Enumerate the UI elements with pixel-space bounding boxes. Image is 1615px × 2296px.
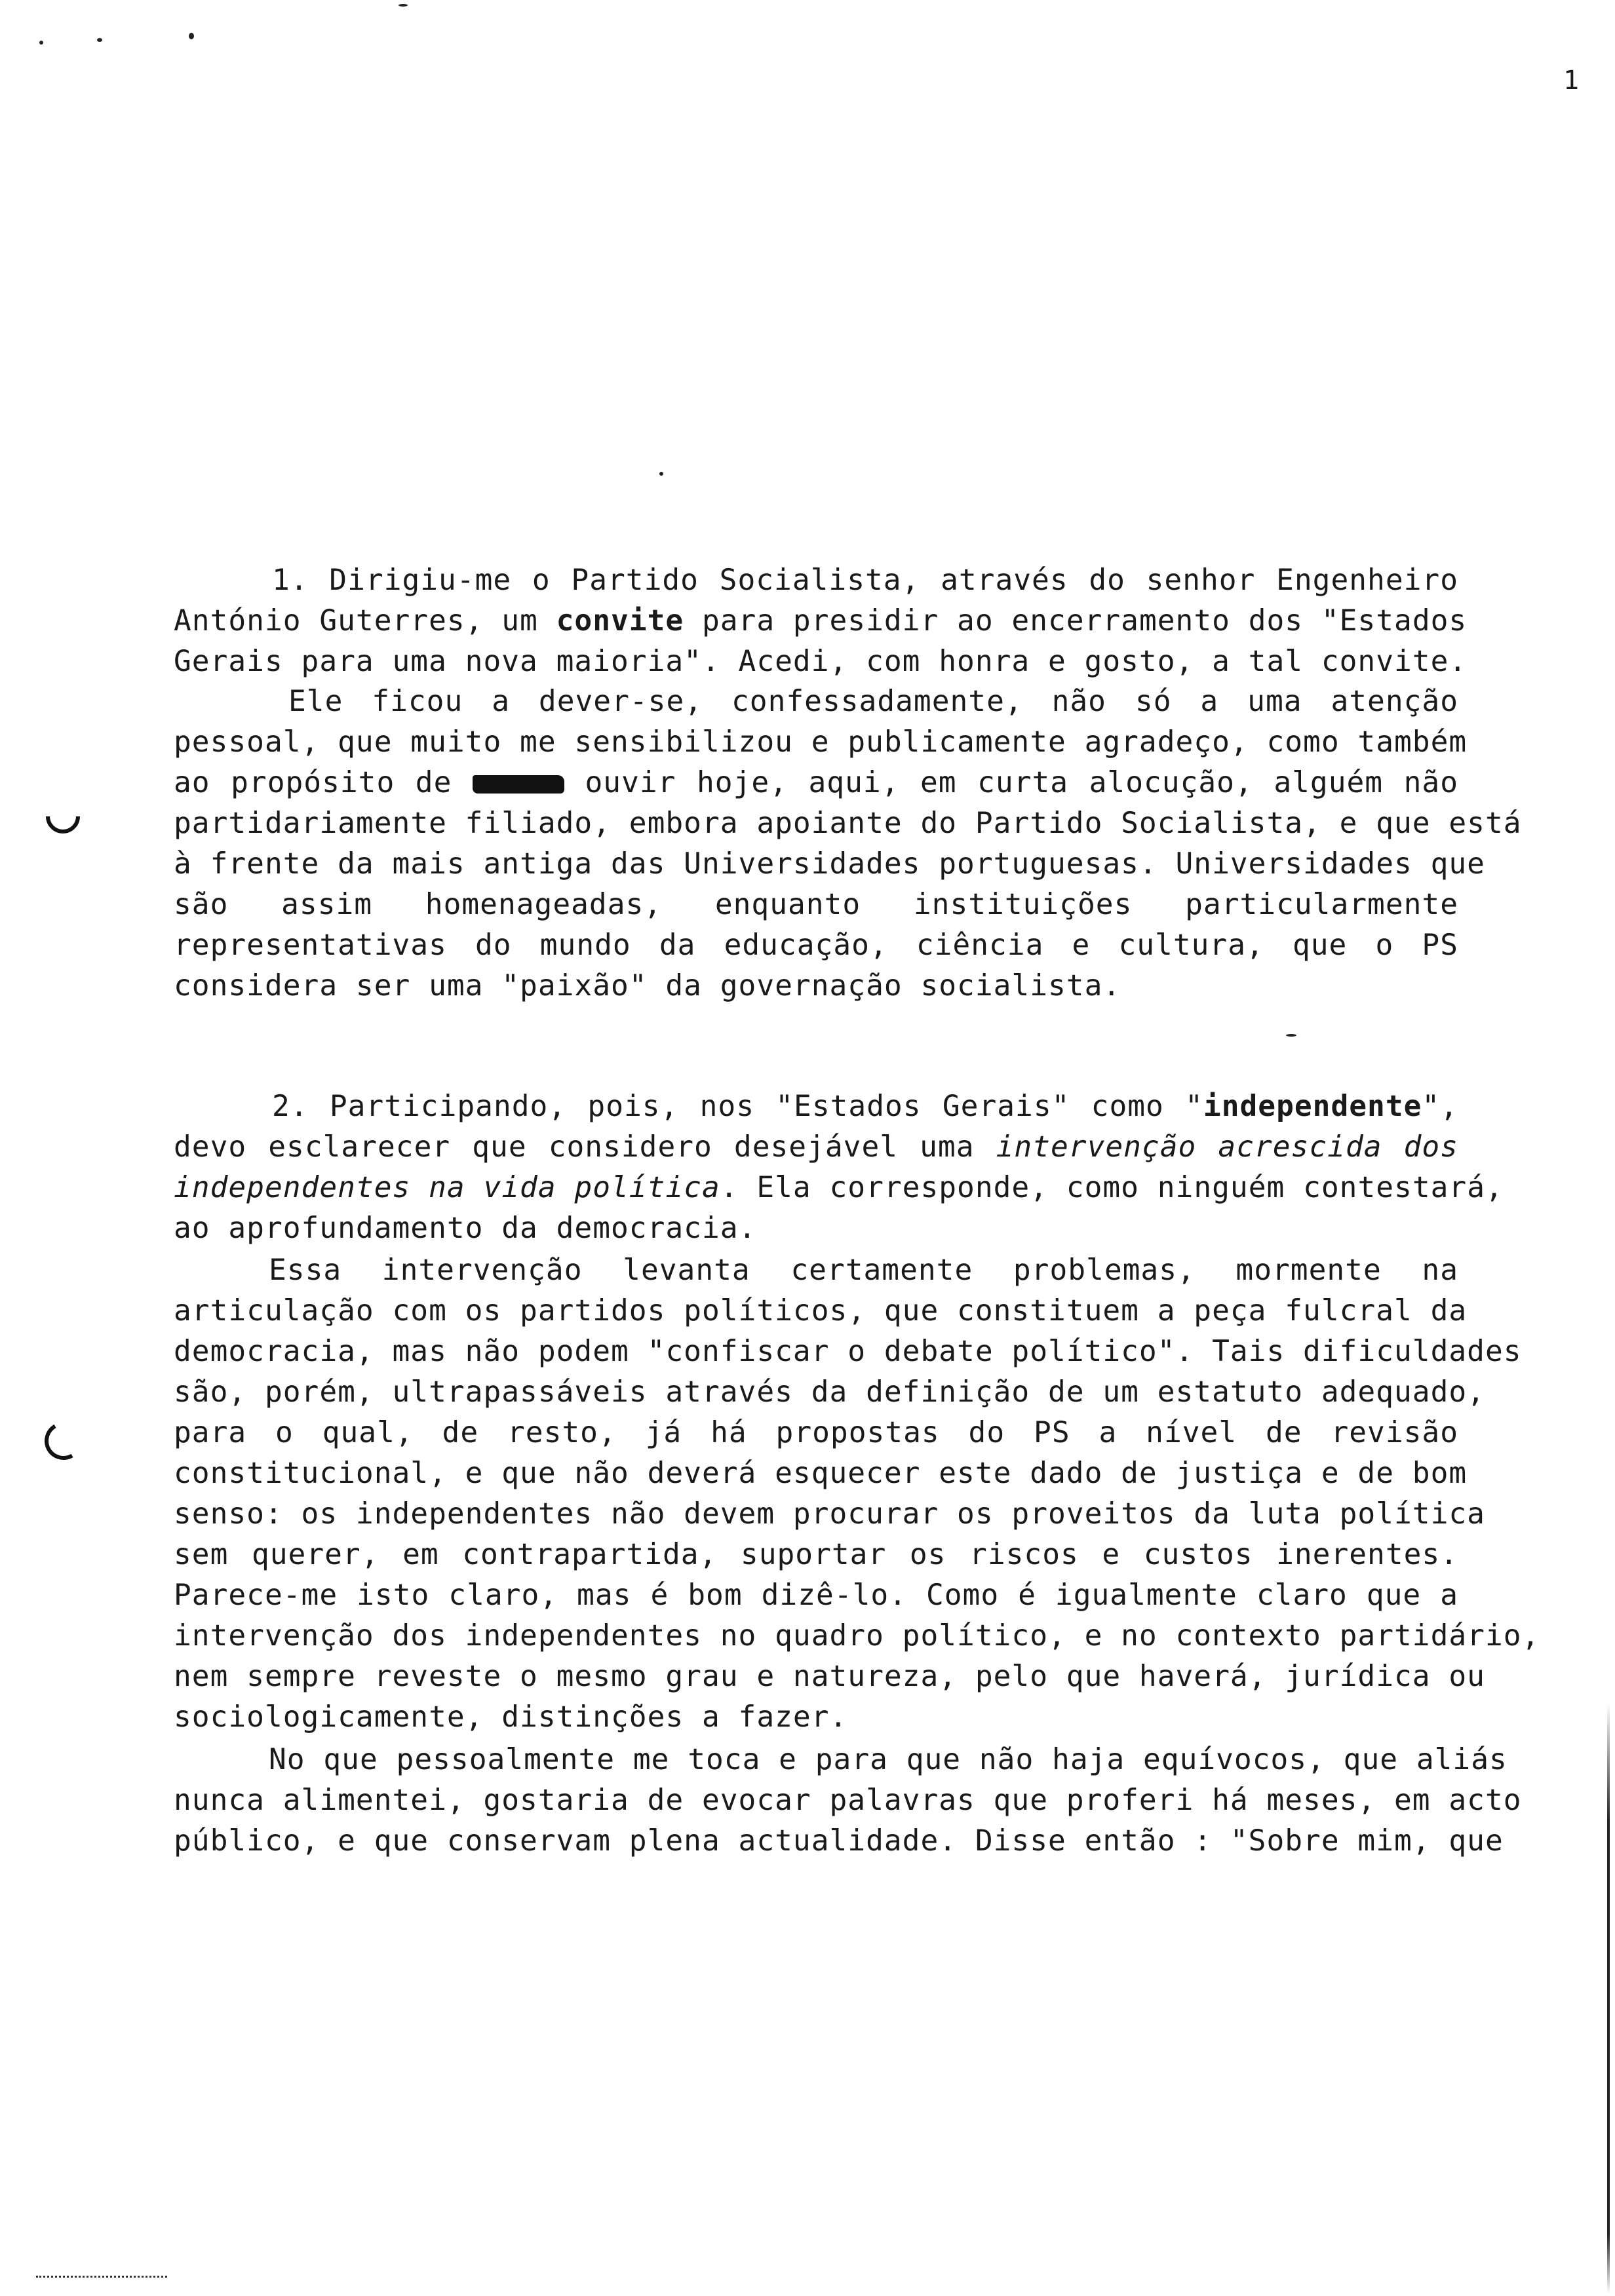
paragraph-1	[174, 560, 1468, 682]
bold-emphasis: independente	[1203, 1090, 1422, 1123]
bold-emphasis: convite	[556, 604, 684, 638]
text-line: para o qual, de resto, já há propostas do PS a nível de revisão	[174, 1416, 1458, 1449]
text-line: sem querer, em contrapartida, suportar os riscos e custos inerentes.	[174, 1538, 1458, 1571]
scan-speck	[1286, 1034, 1296, 1037]
margin-binding-mark	[40, 1417, 87, 1464]
scan-speck	[189, 33, 194, 39]
page-number: 1	[1563, 66, 1580, 96]
paragraph-3	[174, 1086, 1504, 1249]
text-line: devo esclarecer que considero desejável uma intervenção acrescida dos	[174, 1130, 1458, 1164]
text-line: articulação com os partidos políticos, que constituem a peça fulcral da	[174, 1294, 1468, 1328]
text-line: Ele ficou a dever-se, confessadamente, não só a uma atenção	[288, 685, 1458, 718]
paragraph-2	[174, 681, 1522, 1006]
text-line: são, porém, ultrapassáveis através da definição de um estatuto adequado,	[174, 1375, 1485, 1409]
text-line: ao aprofundamento da democracia.	[174, 1212, 757, 1245]
scan-speck	[659, 472, 663, 476]
text-line: à frente da mais antiga das Universidades portuguesas. Universidades que	[174, 847, 1485, 881]
text-line: representativas do mundo da educação, ciência e cultura, que o PS	[174, 928, 1458, 962]
text-line: Essa intervenção levanta certamente problemas, mormente na	[269, 1253, 1458, 1287]
italic-emphasis: independentes na vida política	[174, 1171, 720, 1204]
scan-speck	[399, 4, 408, 7]
text-line: ao propósito de ouvir hoje, aqui, em curta alocução, alguém não	[174, 766, 1458, 799]
text-line: nem sempre reveste o mesmo grau e natureza, pelo que haverá, jurídica ou	[174, 1660, 1485, 1693]
redaction-mark	[473, 775, 564, 794]
text-line: constitucional, e que não deverá esquecer este dado de justiça e de bom	[174, 1457, 1468, 1490]
scan-speck	[97, 38, 102, 42]
text-line: No que pessoalmente me toca e para que não haja equívocos, que aliás	[269, 1743, 1508, 1776]
text-line: são assim homenageadas, enquanto instituições particularmente	[174, 888, 1458, 921]
margin-binding-mark	[39, 792, 87, 841]
text-line: nunca alimentei, gostaria de evocar palavras que proferi há meses, em acto	[174, 1784, 1522, 1817]
text-line: democracia, mas não podem "confiscar o debate político". Tais dificuldades	[174, 1335, 1522, 1368]
paragraph-4	[174, 1250, 1540, 1738]
text-line: intervenção dos independentes no quadro político, e no contexto partidário,	[174, 1619, 1540, 1653]
paragraph-5	[174, 1740, 1522, 1862]
text-line: senso: os independentes não devem procurar os proveitos da luta política	[174, 1497, 1485, 1531]
text-line: considera ser uma "paixão" da governação socialista.	[174, 969, 1121, 1003]
text-line: 2. Participando, pois, nos "Estados Gerais" como "independente",	[272, 1090, 1458, 1123]
italic-emphasis: intervenção acrescida dos	[996, 1130, 1458, 1164]
text-line: Gerais para uma nova maioria". Acedi, com honra e gosto, a tal convite.	[174, 645, 1468, 678]
scan-edge-shadow	[1607, 1704, 1610, 2293]
scan-speck	[39, 41, 43, 45]
text-line: sociologicamente, distinções a fazer.	[174, 1700, 848, 1734]
text-line: pessoal, que muito me sensibilizou e publicamente agradeço, como também	[174, 725, 1468, 759]
text-line: independentes na vida política. Ela corresponde, como ninguém contestará,	[174, 1171, 1504, 1204]
text-line: 1. Dirigiu-me o Partido Socialista, através do senhor Engenheiro	[272, 564, 1458, 597]
scan-footer-mark	[36, 2270, 167, 2278]
text-line: público, e que conservam plena actualidade. Disse então : "Sobre mim, que	[174, 1824, 1504, 1858]
text-line: António Guterres, um convite para presidir ao encerramento dos "Estados	[174, 604, 1468, 638]
text-line: partidariamente filiado, embora apoiante do Partido Socialista, e que está	[174, 807, 1522, 840]
text-line: Parece-me isto claro, mas é bom dizê-lo. Como é igualmente claro que a	[174, 1578, 1458, 1612]
